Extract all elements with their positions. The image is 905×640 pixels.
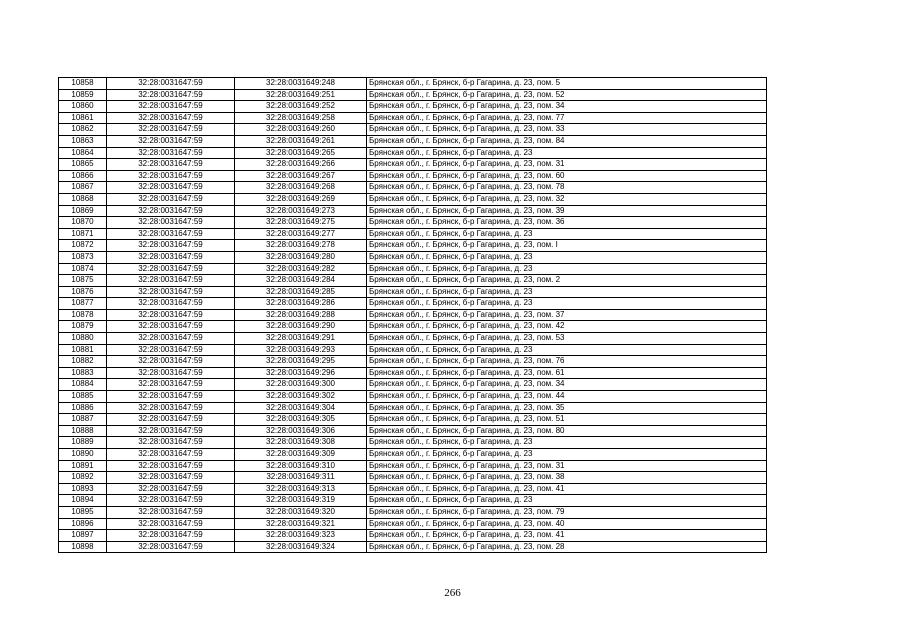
address-cell: Брянская обл., г. Брянск, б-р Гагарина, д. 23 <box>367 437 767 449</box>
row-number-cell: 10860 <box>59 101 107 113</box>
cadastral-number-cell: 32:28:0031649:309 <box>235 449 367 461</box>
quarter-number-cell: 32:28:0031647:59 <box>107 298 235 310</box>
table-row <box>59 147 767 159</box>
row-number-cell: 10871 <box>59 228 107 240</box>
cadastral-number-cell: 32:28:0031649:258 <box>235 112 367 124</box>
table-body <box>59 78 767 553</box>
quarter-number-cell: 32:28:0031647:59 <box>107 379 235 391</box>
address-cell: Брянская обл., г. Брянск, б-р Гагарина, д. 23 <box>367 147 767 159</box>
table-row <box>59 298 767 310</box>
cadastral-number-cell: 32:28:0031649:308 <box>235 437 367 449</box>
address-cell: Брянская обл., г. Брянск, б-р Гагарина, д. 23 <box>367 228 767 240</box>
address-cell: Брянская обл., г. Брянск, б-р Гагарина, д. 23, пом. 31 <box>367 159 767 171</box>
cadastral-number-cell: 32:28:0031649:288 <box>235 309 367 321</box>
table-row <box>59 344 767 356</box>
row-number-cell: 10891 <box>59 460 107 472</box>
table-row <box>59 78 767 90</box>
quarter-number-cell: 32:28:0031647:59 <box>107 541 235 553</box>
address-cell: Брянская обл., г. Брянск, б-р Гагарина, д. 23, пом. 34 <box>367 101 767 113</box>
row-number-cell: 10888 <box>59 425 107 437</box>
quarter-number-cell: 32:28:0031647:59 <box>107 506 235 518</box>
quarter-number-cell: 32:28:0031647:59 <box>107 263 235 275</box>
cadastral-number-cell: 32:28:0031649:265 <box>235 147 367 159</box>
quarter-number-cell: 32:28:0031647:59 <box>107 495 235 507</box>
address-cell: Брянская обл., г. Брянск, б-р Гагарина, д. 23, пом. 41 <box>367 483 767 495</box>
address-cell: Брянская обл., г. Брянск, б-р Гагарина, д. 23, пом. 36 <box>367 217 767 229</box>
cadastral-number-cell: 32:28:0031649:268 <box>235 182 367 194</box>
table-row <box>59 506 767 518</box>
quarter-number-cell: 32:28:0031647:59 <box>107 449 235 461</box>
cadastral-table <box>58 77 767 553</box>
quarter-number-cell: 32:28:0031647:59 <box>107 367 235 379</box>
cadastral-number-cell: 32:28:0031649:280 <box>235 251 367 263</box>
table-row <box>59 495 767 507</box>
quarter-number-cell: 32:28:0031647:59 <box>107 414 235 426</box>
quarter-number-cell: 32:28:0031647:59 <box>107 159 235 171</box>
table-row <box>59 240 767 252</box>
address-cell: Брянская обл., г. Брянск, б-р Гагарина, д. 23, пом. 60 <box>367 170 767 182</box>
cadastral-number-cell: 32:28:0031649:319 <box>235 495 367 507</box>
address-cell: Брянская обл., г. Брянск, б-р Гагарина, д. 23, пом. 84 <box>367 135 767 147</box>
address-cell: Брянская обл., г. Брянск, б-р Гагарина, д. 23, пом. 28 <box>367 541 767 553</box>
table-row <box>59 124 767 136</box>
row-number-cell: 10864 <box>59 147 107 159</box>
quarter-number-cell: 32:28:0031647:59 <box>107 193 235 205</box>
row-number-cell: 10874 <box>59 263 107 275</box>
row-number-cell: 10878 <box>59 309 107 321</box>
cadastral-number-cell: 32:28:0031649:248 <box>235 78 367 90</box>
row-number-cell: 10886 <box>59 402 107 414</box>
cadastral-number-cell: 32:28:0031649:295 <box>235 356 367 368</box>
quarter-number-cell: 32:28:0031647:59 <box>107 275 235 287</box>
address-cell: Брянская обл., г. Брянск, б-р Гагарина, д. 23, пом. 40 <box>367 518 767 530</box>
table-row <box>59 205 767 217</box>
address-cell: Брянская обл., г. Брянск, б-р Гагарина, д. 23, пом. 38 <box>367 472 767 484</box>
address-cell: Брянская обл., г. Брянск, б-р Гагарина, д. 23 <box>367 298 767 310</box>
cadastral-number-cell: 32:28:0031649:321 <box>235 518 367 530</box>
table-row <box>59 101 767 113</box>
address-cell: Брянская обл., г. Брянск, б-р Гагарина, д. 23, пом. 32 <box>367 193 767 205</box>
table-row <box>59 135 767 147</box>
quarter-number-cell: 32:28:0031647:59 <box>107 124 235 136</box>
row-number-cell: 10894 <box>59 495 107 507</box>
address-cell: Брянская обл., г. Брянск, б-р Гагарина, д. 23, пом. 42 <box>367 321 767 333</box>
row-number-cell: 10879 <box>59 321 107 333</box>
cadastral-number-cell: 32:28:0031649:306 <box>235 425 367 437</box>
cadastral-number-cell: 32:28:0031649:273 <box>235 205 367 217</box>
cadastral-number-cell: 32:28:0031649:282 <box>235 263 367 275</box>
quarter-number-cell: 32:28:0031647:59 <box>107 251 235 263</box>
quarter-number-cell: 32:28:0031647:59 <box>107 101 235 113</box>
table-row <box>59 333 767 345</box>
quarter-number-cell: 32:28:0031647:59 <box>107 321 235 333</box>
quarter-number-cell: 32:28:0031647:59 <box>107 518 235 530</box>
address-cell: Брянская обл., г. Брянск, б-р Гагарина, д. 23, пом. 33 <box>367 124 767 136</box>
address-cell: Брянская обл., г. Брянск, б-р Гагарина, д. 23, пом. 78 <box>367 182 767 194</box>
table-row <box>59 228 767 240</box>
page-number: 266 <box>444 587 461 599</box>
row-number-cell: 10868 <box>59 193 107 205</box>
address-cell: Брянская обл., г. Брянск, б-р Гагарина, д. 23, пом. 61 <box>367 367 767 379</box>
address-cell: Брянская обл., г. Брянск, б-р Гагарина, д. 23, пом. 31 <box>367 460 767 472</box>
table-row <box>59 112 767 124</box>
table-row <box>59 321 767 333</box>
quarter-number-cell: 32:28:0031647:59 <box>107 112 235 124</box>
row-number-cell: 10884 <box>59 379 107 391</box>
row-number-cell: 10880 <box>59 333 107 345</box>
cadastral-number-cell: 32:28:0031649:300 <box>235 379 367 391</box>
address-cell: Брянская обл., г. Брянск, б-р Гагарина, д. 23, пом. 77 <box>367 112 767 124</box>
quarter-number-cell: 32:28:0031647:59 <box>107 170 235 182</box>
row-number-cell: 10881 <box>59 344 107 356</box>
cadastral-number-cell: 32:28:0031649:269 <box>235 193 367 205</box>
table-row <box>59 170 767 182</box>
table-row <box>59 379 767 391</box>
quarter-number-cell: 32:28:0031647:59 <box>107 344 235 356</box>
quarter-number-cell: 32:28:0031647:59 <box>107 78 235 90</box>
quarter-number-cell: 32:28:0031647:59 <box>107 425 235 437</box>
address-cell: Брянская обл., г. Брянск, б-р Гагарина, д. 23, пом. 79 <box>367 506 767 518</box>
quarter-number-cell: 32:28:0031647:59 <box>107 89 235 101</box>
address-cell: Брянская обл., г. Брянск, б-р Гагарина, д. 23, пом. 2 <box>367 275 767 287</box>
row-number-cell: 10887 <box>59 414 107 426</box>
row-number-cell: 10885 <box>59 391 107 403</box>
address-cell: Брянская обл., г. Брянск, б-р Гагарина, д. 23 <box>367 286 767 298</box>
address-cell: Брянская обл., г. Брянск, б-р Гагарина, д. 23, пом. 34 <box>367 379 767 391</box>
quarter-number-cell: 32:28:0031647:59 <box>107 240 235 252</box>
address-cell: Брянская обл., г. Брянск, б-р Гагарина, д. 23, пом. 5 <box>367 78 767 90</box>
cadastral-number-cell: 32:28:0031649:251 <box>235 89 367 101</box>
quarter-number-cell: 32:28:0031647:59 <box>107 286 235 298</box>
table-row <box>59 402 767 414</box>
row-number-cell: 10883 <box>59 367 107 379</box>
table-row <box>59 541 767 553</box>
row-number-cell: 10858 <box>59 78 107 90</box>
row-number-cell: 10869 <box>59 205 107 217</box>
quarter-number-cell: 32:28:0031647:59 <box>107 391 235 403</box>
cadastral-number-cell: 32:28:0031649:286 <box>235 298 367 310</box>
address-cell: Брянская обл., г. Брянск, б-р Гагарина, д. 23, пом. 39 <box>367 205 767 217</box>
address-cell: Брянская обл., г. Брянск, б-р Гагарина, д. 23, пом. 41 <box>367 530 767 542</box>
row-number-cell: 10898 <box>59 541 107 553</box>
table-row <box>59 530 767 542</box>
cadastral-number-cell: 32:28:0031649:302 <box>235 391 367 403</box>
quarter-number-cell: 32:28:0031647:59 <box>107 402 235 414</box>
row-number-cell: 10873 <box>59 251 107 263</box>
address-cell: Брянская обл., г. Брянск, б-р Гагарина, д. 23, пом. 80 <box>367 425 767 437</box>
quarter-number-cell: 32:28:0031647:59 <box>107 333 235 345</box>
table-row <box>59 518 767 530</box>
quarter-number-cell: 32:28:0031647:59 <box>107 437 235 449</box>
quarter-number-cell: 32:28:0031647:59 <box>107 228 235 240</box>
row-number-cell: 10866 <box>59 170 107 182</box>
address-cell: Брянская обл., г. Брянск, б-р Гагарина, д. 23, пом. 52 <box>367 89 767 101</box>
cadastral-number-cell: 32:28:0031649:293 <box>235 344 367 356</box>
table-row <box>59 217 767 229</box>
cadastral-number-cell: 32:28:0031649:275 <box>235 217 367 229</box>
cadastral-number-cell: 32:28:0031649:267 <box>235 170 367 182</box>
cadastral-number-cell: 32:28:0031649:284 <box>235 275 367 287</box>
cadastral-number-cell: 32:28:0031649:260 <box>235 124 367 136</box>
row-number-cell: 10892 <box>59 472 107 484</box>
cadastral-number-cell: 32:28:0031649:277 <box>235 228 367 240</box>
quarter-number-cell: 32:28:0031647:59 <box>107 217 235 229</box>
table-row <box>59 182 767 194</box>
table-row <box>59 472 767 484</box>
cadastral-number-cell: 32:28:0031649:290 <box>235 321 367 333</box>
cadastral-number-cell: 32:28:0031649:296 <box>235 367 367 379</box>
address-cell: Брянская обл., г. Брянск, б-р Гагарина, д. 23, пом. 44 <box>367 391 767 403</box>
quarter-number-cell: 32:28:0031647:59 <box>107 530 235 542</box>
cadastral-number-cell: 32:28:0031649:311 <box>235 472 367 484</box>
address-cell: Брянская обл., г. Брянск, б-р Гагарина, д. 23, пом. 76 <box>367 356 767 368</box>
cadastral-number-cell: 32:28:0031649:261 <box>235 135 367 147</box>
quarter-number-cell: 32:28:0031647:59 <box>107 147 235 159</box>
quarter-number-cell: 32:28:0031647:59 <box>107 135 235 147</box>
quarter-number-cell: 32:28:0031647:59 <box>107 182 235 194</box>
cadastral-number-cell: 32:28:0031649:313 <box>235 483 367 495</box>
address-cell: Брянская обл., г. Брянск, б-р Гагарина, д. 23, пом. 51 <box>367 414 767 426</box>
cadastral-number-cell: 32:28:0031649:266 <box>235 159 367 171</box>
quarter-number-cell: 32:28:0031647:59 <box>107 205 235 217</box>
address-cell: Брянская обл., г. Брянск, б-р Гагарина, д. 23, пом. 37 <box>367 309 767 321</box>
table-row <box>59 286 767 298</box>
table-row <box>59 309 767 321</box>
address-cell: Брянская обл., г. Брянск, б-р Гагарина, д. 23 <box>367 263 767 275</box>
quarter-number-cell: 32:28:0031647:59 <box>107 356 235 368</box>
address-cell: Брянская обл., г. Брянск, б-р Гагарина, д. 23 <box>367 495 767 507</box>
quarter-number-cell: 32:28:0031647:59 <box>107 460 235 472</box>
row-number-cell: 10872 <box>59 240 107 252</box>
row-number-cell: 10895 <box>59 506 107 518</box>
table-row <box>59 89 767 101</box>
quarter-number-cell: 32:28:0031647:59 <box>107 483 235 495</box>
row-number-cell: 10896 <box>59 518 107 530</box>
row-number-cell: 10889 <box>59 437 107 449</box>
row-number-cell: 10870 <box>59 217 107 229</box>
cadastral-number-cell: 32:28:0031649:310 <box>235 460 367 472</box>
row-number-cell: 10863 <box>59 135 107 147</box>
row-number-cell: 10890 <box>59 449 107 461</box>
row-number-cell: 10882 <box>59 356 107 368</box>
cadastral-number-cell: 32:28:0031649:320 <box>235 506 367 518</box>
table-row <box>59 460 767 472</box>
quarter-number-cell: 32:28:0031647:59 <box>107 472 235 484</box>
cadastral-number-cell: 32:28:0031649:252 <box>235 101 367 113</box>
row-number-cell: 10865 <box>59 159 107 171</box>
table-row <box>59 391 767 403</box>
table-row <box>59 414 767 426</box>
table-row <box>59 251 767 263</box>
table-row <box>59 159 767 171</box>
row-number-cell: 10876 <box>59 286 107 298</box>
table-row <box>59 356 767 368</box>
address-cell: Брянская обл., г. Брянск, б-р Гагарина, д. 23, пом. 35 <box>367 402 767 414</box>
row-number-cell: 10897 <box>59 530 107 542</box>
cadastral-number-cell: 32:28:0031649:324 <box>235 541 367 553</box>
row-number-cell: 10877 <box>59 298 107 310</box>
table-row <box>59 483 767 495</box>
row-number-cell: 10862 <box>59 124 107 136</box>
row-number-cell: 10893 <box>59 483 107 495</box>
table-row <box>59 367 767 379</box>
cadastral-number-cell: 32:28:0031649:304 <box>235 402 367 414</box>
table-row <box>59 193 767 205</box>
cadastral-number-cell: 32:28:0031649:305 <box>235 414 367 426</box>
table-row <box>59 275 767 287</box>
address-cell: Брянская обл., г. Брянск, б-р Гагарина, д. 23 <box>367 449 767 461</box>
address-cell: Брянская обл., г. Брянск, б-р Гагарина, д. 23, пом. 53 <box>367 333 767 345</box>
table-row <box>59 263 767 275</box>
row-number-cell: 10867 <box>59 182 107 194</box>
row-number-cell: 10861 <box>59 112 107 124</box>
table-row <box>59 449 767 461</box>
address-cell: Брянская обл., г. Брянск, б-р Гагарина, д. 23 <box>367 344 767 356</box>
row-number-cell: 10875 <box>59 275 107 287</box>
table-row <box>59 437 767 449</box>
row-number-cell: 10859 <box>59 89 107 101</box>
address-cell: Брянская обл., г. Брянск, б-р Гагарина, д. 23, пом. I <box>367 240 767 252</box>
quarter-number-cell: 32:28:0031647:59 <box>107 309 235 321</box>
cadastral-number-cell: 32:28:0031649:291 <box>235 333 367 345</box>
address-cell: Брянская обл., г. Брянск, б-р Гагарина, д. 23 <box>367 251 767 263</box>
cadastral-number-cell: 32:28:0031649:323 <box>235 530 367 542</box>
cadastral-number-cell: 32:28:0031649:278 <box>235 240 367 252</box>
table-row <box>59 425 767 437</box>
cadastral-number-cell: 32:28:0031649:285 <box>235 286 367 298</box>
